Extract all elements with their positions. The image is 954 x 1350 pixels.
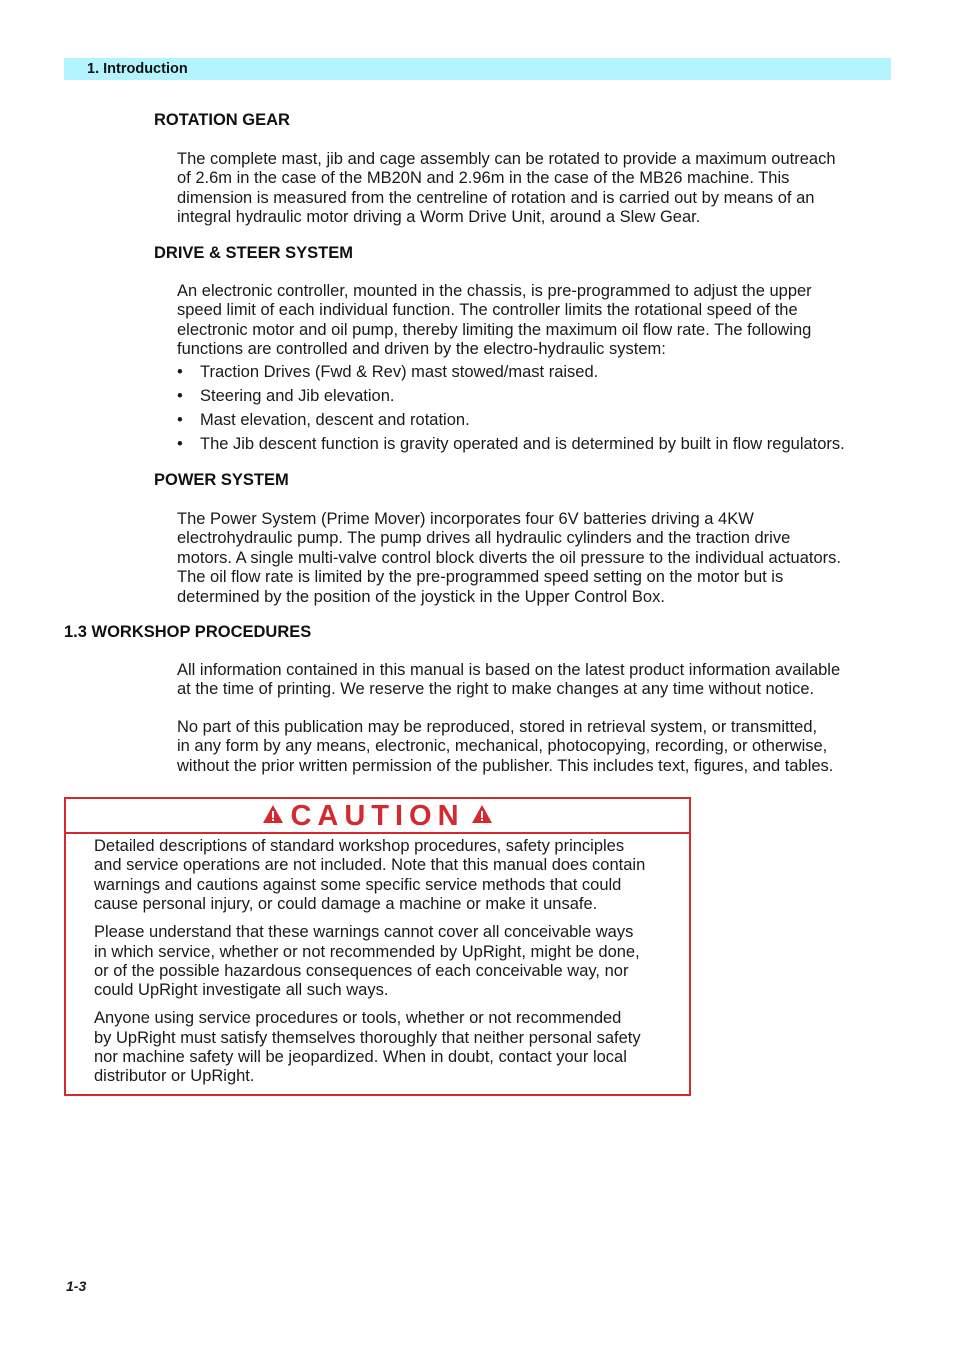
caution-title: CAUTION xyxy=(290,800,465,832)
caution-paragraph xyxy=(94,837,689,915)
heading-workshop-procedures: 1.3 WORKSHOP PROCEDURES xyxy=(64,623,312,641)
paragraph-rotation-gear xyxy=(177,150,897,228)
caution-header xyxy=(66,799,689,834)
text-line: Please understand that these warnings cannot cover all conceivable ways xyxy=(94,923,634,942)
text-line: distributor or UpRight. xyxy=(94,1067,255,1086)
warning-triangle-icon xyxy=(471,804,493,829)
text-line: No part of this publication may be reproduced, stored in retrieval system, or transmitted, xyxy=(177,718,818,736)
text-line: speed limit of each individual function. The controller limits the rotational speed of the xyxy=(177,301,798,320)
list-item-text: The Jib descent function is gravity operated and is determined by built in flow regulators. xyxy=(200,434,845,453)
text-line: electrohydraulic pump. The pump drives all hydraulic cylinders and the traction drive xyxy=(177,529,791,548)
text-line: or of the possible hazardous consequences of each conceivable way, nor xyxy=(94,961,629,980)
text-line: The oil flow rate is limited by the pre-programmed speed setting on the motor but is xyxy=(177,568,784,587)
list-item-text: Steering and Jib elevation. xyxy=(200,386,395,405)
list-item xyxy=(177,363,897,382)
paragraph-workshop-2 xyxy=(177,718,897,776)
text-line: warnings and cautions against some specific service methods that could xyxy=(94,875,622,894)
text-line: Anyone using service procedures or tools, whether or not recommended xyxy=(94,1009,622,1028)
list-item-text: Traction Drives (Fwd & Rev) mast stowed/mast raised. xyxy=(200,363,599,381)
page-number: 1-3 xyxy=(66,1278,87,1294)
text-line: Detailed descriptions of standard workshop procedures, safety principles xyxy=(94,837,625,855)
list-item xyxy=(177,387,897,406)
text-line: at the time of printing. We reserve the right to make changes at any time without notice. xyxy=(177,680,815,699)
text-line: could UpRight investigate all such ways. xyxy=(94,981,389,1000)
paragraph-workshop-1 xyxy=(177,661,897,700)
text-line: in any form by any means, electronic, mechanical, photocopying, recording, or otherwise, xyxy=(177,737,828,756)
bullet-icon: • xyxy=(177,434,183,453)
text-line: nor machine safety will be jeopardized. When in doubt, contact your local xyxy=(94,1048,627,1067)
text-line: electronic motor and oil pump, thereby limiting the maximum oil flow rate. The following xyxy=(177,320,812,339)
list-item xyxy=(177,411,897,430)
caution-box xyxy=(64,797,691,1096)
bullet-icon: • xyxy=(177,410,183,429)
warning-triangle-icon xyxy=(262,804,284,829)
caution-body xyxy=(94,837,689,1095)
bullet-list-functions xyxy=(177,363,897,459)
bullet-icon: • xyxy=(177,386,183,405)
list-item xyxy=(177,435,897,454)
text-line: dimension is measured from the centreline of rotation and is carried out by means of an xyxy=(177,188,815,207)
heading-rotation-gear: ROTATION GEAR xyxy=(154,111,290,129)
text-line: cause personal injury, or could damage a machine or make it unsafe. xyxy=(94,895,598,914)
bullet-icon: • xyxy=(177,363,183,381)
text-line: without the prior written permission of the publisher. This includes text, figures, and tables. xyxy=(177,756,834,775)
heading-power-system: POWER SYSTEM xyxy=(154,471,289,489)
text-line: The complete mast, jib and cage assembly can be rotated to provide a maximum outreach xyxy=(177,150,836,168)
text-line: An electronic controller, mounted in the chassis, is pre-programmed to adjust the upper xyxy=(177,282,812,300)
text-line: in which service, whether or not recommended by UpRight, might be done, xyxy=(94,942,640,961)
text-line: and service operations are not included. Note that this manual does contain xyxy=(94,856,646,875)
text-line: integral hydraulic motor driving a Worm Drive Unit, around a Slew Gear. xyxy=(177,208,701,227)
section-header-bar xyxy=(64,58,891,80)
caution-paragraph xyxy=(94,923,689,1001)
paragraph-drive-steer xyxy=(177,282,897,360)
text-line: functions are controlled and driven by the electro-hydraulic system: xyxy=(177,340,666,359)
text-line: of 2.6m in the case of the MB20N and 2.96m in the case of the MB26 machine. This xyxy=(177,169,790,188)
text-line: by UpRight must satisfy themselves thoroughly that neither personal safety xyxy=(94,1028,641,1047)
text-line: All information contained in this manual is based on the latest product information available xyxy=(177,661,841,679)
caution-paragraph xyxy=(94,1009,689,1087)
list-item-text: Mast elevation, descent and rotation. xyxy=(200,410,470,429)
paragraph-power-system xyxy=(177,510,897,607)
section-header-label: 1. Introduction xyxy=(87,61,188,77)
text-line: determined by the position of the joystick in the Upper Control Box. xyxy=(177,587,665,606)
text-line: motors. A single multi-valve control block diverts the oil pressure to the individual actuators. xyxy=(177,548,841,567)
text-line: The Power System (Prime Mover) incorporates four 6V batteries driving a 4KW xyxy=(177,510,754,528)
heading-drive-steer: DRIVE & STEER SYSTEM xyxy=(154,244,353,262)
